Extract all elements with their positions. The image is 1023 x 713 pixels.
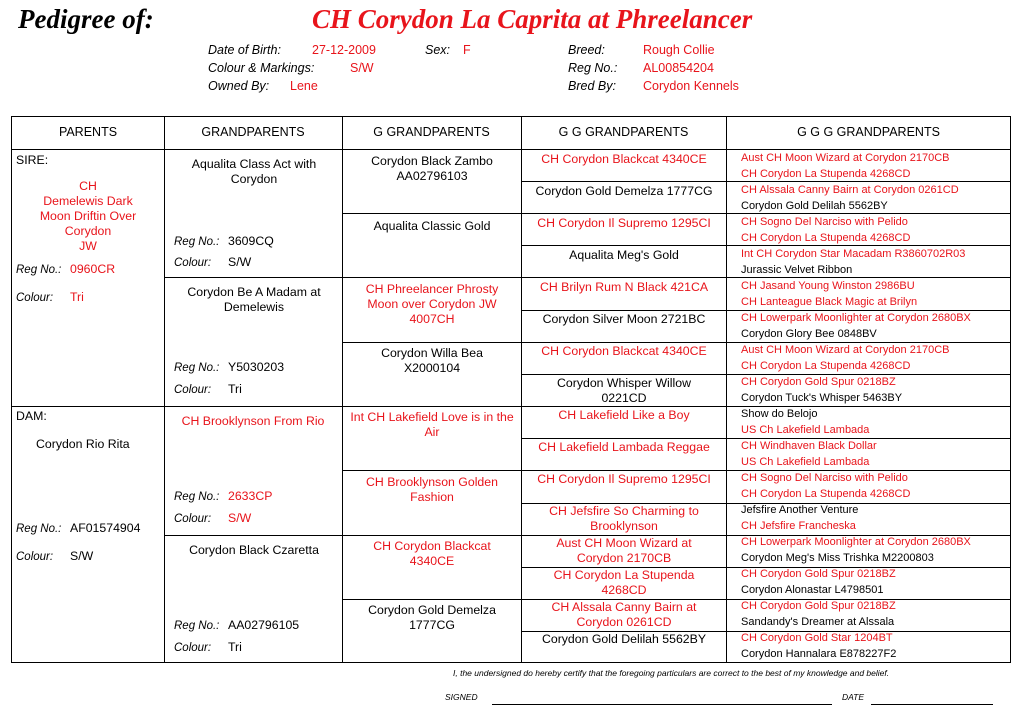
g-grandparent-name: Aqualita Classic Gold xyxy=(373,219,491,233)
grandparent-reg: Reg No.: Y5030203 xyxy=(174,360,285,374)
gg-grandparent-name: CH Alssala Canny Bairn at Corydon 0261CD xyxy=(551,600,697,629)
pedigree-label: Pedigree of: xyxy=(18,4,154,34)
ggg-grandparent-name: CH Sogno Del Narciso with Pelido xyxy=(741,472,908,484)
dob-label: Date of Birth: xyxy=(208,43,281,57)
g-grandparent-name: Int CH Lakefield Love is in the Air xyxy=(350,410,514,439)
ggg-grandparent-name: Jurassic Velvet Ribbon xyxy=(741,264,853,276)
grandparent-reg: Reg No.: AA02796105 xyxy=(174,618,300,632)
gg-grandparent-name: CH Brilyn Rum N Black 421CA xyxy=(539,280,709,294)
gg-grandparent-name: CH Jefsfire So Charming to Brooklynson xyxy=(549,504,699,533)
dam-reg: Reg No.: AF01574904 xyxy=(16,521,141,535)
grandparent-name: Aqualita Class Act with Corydon xyxy=(191,157,317,186)
ggg-grandparent-name: Int CH Corydon Star Macadam R3860702R03 xyxy=(741,248,966,260)
column-header-ggg-grandparents: G G G GRANDPARENTS xyxy=(797,125,940,139)
grandparent-name: Corydon Be A Madam at Demelewis xyxy=(187,285,321,314)
grandparent-reg: Reg No.: 3609CQ xyxy=(174,234,274,248)
g-grandparent-name: Corydon Willa Bea X2000104 xyxy=(381,346,483,375)
sex-value: F xyxy=(463,43,471,57)
g-grandparent-name: CH Brooklynson Golden Fashion xyxy=(366,475,498,504)
col-divider xyxy=(342,117,343,662)
gg-grandparent-name: CH Corydon Il Supremo 1295CI xyxy=(537,216,711,230)
column-header-g-grandparents: G GRANDPARENTS xyxy=(373,125,490,139)
owner-value: Lene xyxy=(290,79,318,93)
ggg-grandparent-name: Corydon Glory Bee 0848BV xyxy=(741,328,877,340)
grandparent-colour: Colour: Tri xyxy=(174,640,242,654)
ggg-grandparent-name: Jefsfire Another Venture xyxy=(741,504,859,516)
ggg-grandparent-name: US Ch Lakefield Lambada xyxy=(741,424,870,436)
g-grandparent-name: Corydon Gold Demelza 1777CG xyxy=(368,603,496,632)
g-grandparent-name: Corydon Black Zambo AA02796103 xyxy=(371,154,493,183)
gg-grandparent-name: CH Corydon La Stupenda 4268CD xyxy=(553,568,695,597)
sire-name: CH Demelewis Dark Moon Driftin Over Corydon JW xyxy=(39,179,137,253)
gg-grandparent-name: Corydon Silver Moon 2721BC xyxy=(542,312,706,326)
ggg-grandparent-name: Corydon Alonastar L4798501 xyxy=(741,584,884,596)
bredby-label: Bred By: xyxy=(568,79,616,93)
g-grandparent-name: CH Corydon Blackcat 4340CE xyxy=(373,539,491,568)
ggp-divider xyxy=(342,213,1010,214)
certification-text: I, the undersigned do hereby certify that the foregoing particulars are correct to the best of my knowledge and belief. xyxy=(453,668,890,678)
ggg-grandparent-name: Corydon Hannalara E878227F2 xyxy=(741,648,897,660)
ggg-grandparent-name: Show do Belojo xyxy=(741,408,818,420)
breed-value: Rough Collie xyxy=(643,43,715,57)
dob-row xyxy=(208,43,281,57)
signature-line[interactable] xyxy=(492,704,832,705)
grandparent-colour: Colour: S/W xyxy=(174,511,252,525)
gg-grandparent-name: CH Lakefield Like a Boy xyxy=(558,408,690,422)
gg-grandparent-name: Corydon Gold Delilah 5562BY xyxy=(541,632,707,646)
ggg-grandparent-name: CH Corydon La Stupenda 4268CD xyxy=(741,168,911,180)
ggg-grandparent-name: CH Corydon La Stupenda 4268CD xyxy=(741,360,911,372)
column-header-grandparents: GRANDPARENTS xyxy=(201,125,305,139)
ggg-grandparent-name: Aust CH Moon Wizard at Corydon 2170CB xyxy=(741,344,950,356)
gg-grandparent-name: CH Corydon Il Supremo 1295CI xyxy=(537,472,711,486)
column-header-parents: PARENTS xyxy=(58,125,118,139)
gg-grandparent-name: CH Lakefield Lambada Reggae xyxy=(538,440,710,454)
ggg-grandparent-name: Corydon Meg's Miss Trishka M2200803 xyxy=(741,552,934,564)
gg-grandparent-name: CH Corydon Blackcat 4340CE xyxy=(541,344,707,358)
gg-grandparent-name: Corydon Whisper Willow 0221CD xyxy=(557,376,691,405)
sire-reg: Reg No.: 0960CR xyxy=(16,262,116,276)
ggg-grandparent-name: CH Corydon La Stupenda 4268CD xyxy=(741,488,911,500)
ggg-grandparent-name: US Ch Lakefield Lambada xyxy=(741,456,870,468)
ggg-grandparent-name: CH Corydon Gold Spur 0218BZ xyxy=(741,568,896,580)
sire-dam-divider xyxy=(12,406,1010,407)
sex-label: Sex: xyxy=(425,43,451,57)
breed-label: Breed: xyxy=(568,43,605,57)
ggg-grandparent-name: CH Corydon Gold Star 1204BT xyxy=(741,632,893,644)
gg-grandparent-name: Corydon Gold Demelza 1777CG xyxy=(535,184,713,198)
ggg-grandparent-name: Corydon Tuck's Whisper 5463BY xyxy=(741,392,903,404)
col-divider xyxy=(164,117,165,662)
grandparent-name: Corydon Black Czaretta xyxy=(189,543,319,557)
column-header-gg-grandparents: G G GRANDPARENTS xyxy=(558,125,689,139)
date-line[interactable] xyxy=(871,704,993,705)
grandparent-name: CH Brooklynson From Rio xyxy=(181,414,325,428)
gg-grandparent-name: CH Corydon Blackcat 4340CE xyxy=(541,152,707,166)
ggg-grandparent-name: Sandandy's Dreamer at Alssala xyxy=(741,616,895,628)
gg-grandparent-name: Aust CH Moon Wizard at Corydon 2170CB xyxy=(556,536,692,565)
ggg-grandparent-name: CH Jasand Young Winston 2986BU xyxy=(741,280,915,292)
date-label: DATE xyxy=(842,692,865,702)
bredby-value: Corydon Kennels xyxy=(643,79,739,93)
dam-colour: Colour: S/W xyxy=(16,549,94,563)
dam-name: Corydon Rio Rita xyxy=(36,437,130,451)
dob-value: 27-12-2009 xyxy=(312,43,376,57)
colour-value: S/W xyxy=(350,61,374,75)
g-grandparent-name: CH Phreelancer Phrosty Moon over Corydon JW 4007CH xyxy=(365,282,499,326)
ggg-grandparent-name: CH Jefsfire Francheska xyxy=(741,520,856,532)
col-divider xyxy=(726,117,727,662)
ggg-grandparent-name: CH Windhaven Black Dollar xyxy=(741,440,877,452)
gg-grandparent-name: Aqualita Meg's Gold xyxy=(569,248,679,262)
grandparent-colour: Colour: Tri xyxy=(174,382,242,396)
regno-value: AL00854204 xyxy=(643,61,714,75)
ggg-grandparent-name: CH Corydon La Stupenda 4268CD xyxy=(741,232,911,244)
regno-label: Reg No.: xyxy=(568,61,618,75)
ggg-grandparent-name: CH Lowerpark Moonlighter at Corydon 2680BX xyxy=(741,312,971,324)
ggp-divider xyxy=(342,470,1010,471)
ggg-grandparent-name: CH Corydon Gold Spur 0218BZ xyxy=(741,600,896,612)
ggg-grandparent-name: Corydon Gold Delilah 5562BY xyxy=(741,200,888,212)
grandparent-colour: Colour: S/W xyxy=(174,255,252,269)
sire-label: SIRE: xyxy=(16,153,49,167)
pedigree-table xyxy=(11,116,1011,663)
signed-label: SIGNED xyxy=(445,692,478,702)
ggg-grandparent-name: CH Alssala Canny Bairn at Corydon 0261CD xyxy=(741,184,959,196)
ggg-grandparent-name: CH Lowerpark Moonlighter at Corydon 2680BX xyxy=(741,536,971,548)
ggg-grandparent-name: CH Sogno Del Narciso with Pelido xyxy=(741,216,908,228)
ggg-grandparent-name: CH Corydon Gold Spur 0218BZ xyxy=(741,376,896,388)
owner-label: Owned By: xyxy=(208,79,270,93)
grandparent-reg: Reg No.: 2633CP xyxy=(174,489,273,503)
ggg-grandparent-name: Aust CH Moon Wizard at Corydon 2170CB xyxy=(741,152,950,164)
dam-label: DAM: xyxy=(16,409,47,423)
colour-label: Colour & Markings: xyxy=(208,61,315,75)
sire-colour: Colour: Tri xyxy=(16,290,84,304)
ggg-grandparent-name: CH Lanteague Black Magic at Brilyn xyxy=(741,296,918,308)
dog-name-title: CH Corydon La Caprita at Phreelancer xyxy=(312,4,753,34)
